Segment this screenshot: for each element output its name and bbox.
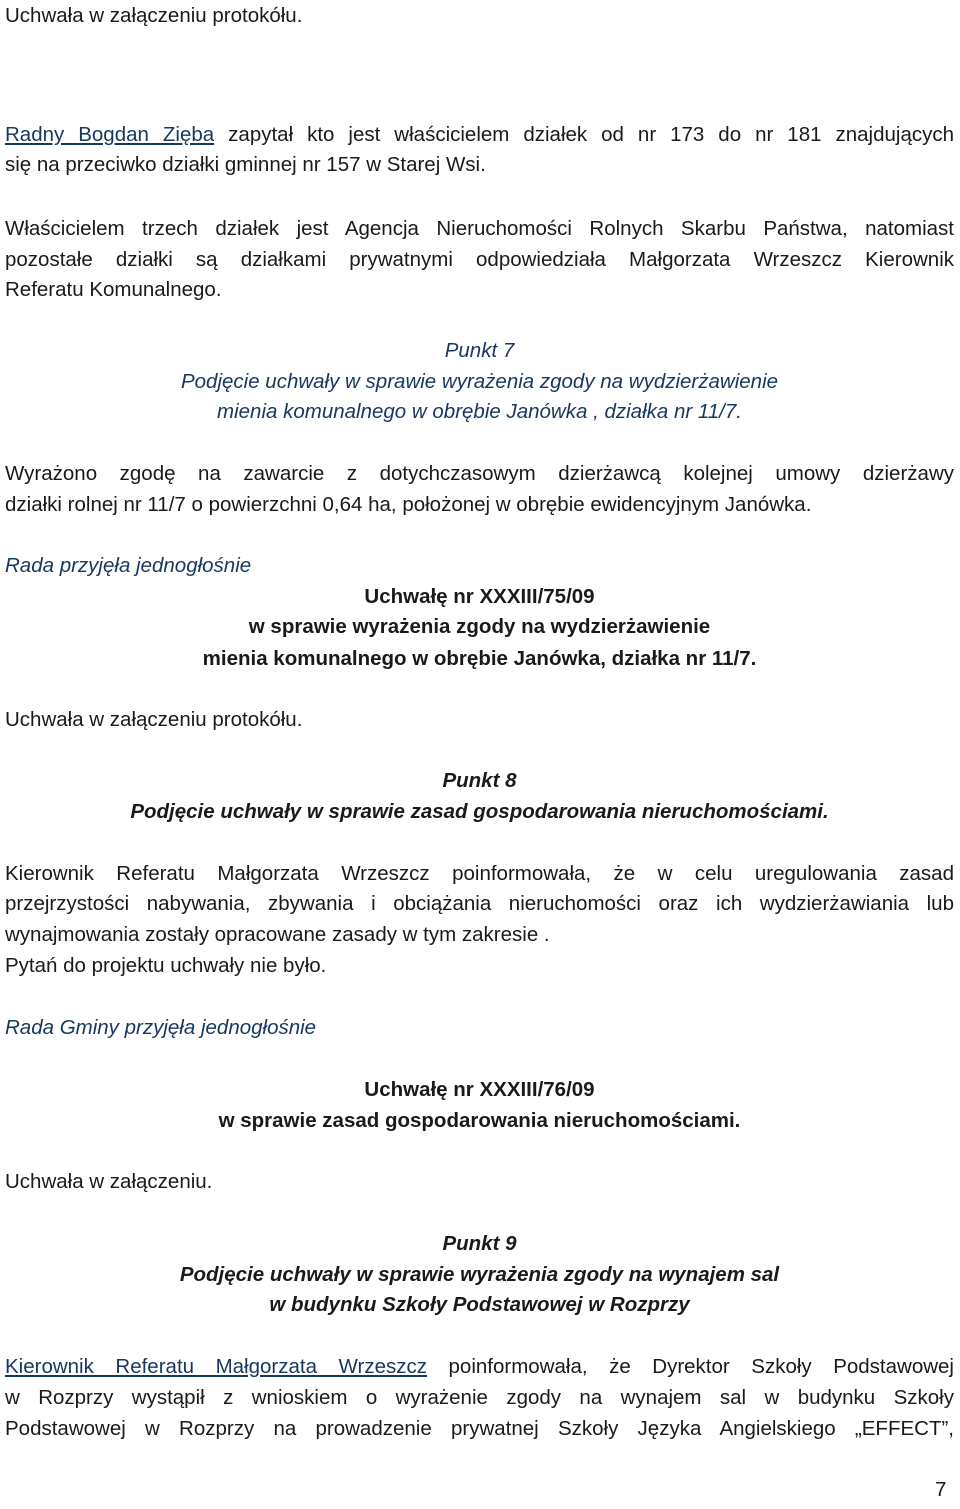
point-7-body-1: Wyrażono zgodę na zawarcie z dotychczasowym dzierżawcą kolejnej umowy dzierżawy xyxy=(5,462,954,485)
point-7-attachment: Uchwała w załączeniu protokółu. xyxy=(5,708,303,731)
point-7-heading: Punkt 7 xyxy=(444,339,515,362)
point-9-body-2: w Rozprzy wystąpił z wnioskiem o wyrażenie zgody na wynajem sal w budynku Szkoły xyxy=(5,1386,954,1409)
point-7-resolution-3: mienia komunalnego w obrębie Janówka, działka nr 11/7. xyxy=(202,647,757,670)
point-9-title-1: Podjęcie uchwały w sprawie wyrażenia zgody na wynajem sal xyxy=(179,1263,780,1286)
attachment-note: Uchwała w załączeniu protokółu. xyxy=(5,4,303,27)
point-8-body-4: Pytań do projektu uchwały nie było. xyxy=(5,954,327,977)
councillor-name: Radny Bogdan Zięba xyxy=(5,123,215,146)
question-text: zapytał kto jest właścicielem działek od nr 173 do nr 181 znajdujących xyxy=(214,123,954,146)
point-9-heading: Punkt 9 xyxy=(442,1232,517,1255)
point-7-vote: Rada przyjęła jednogłośnie xyxy=(5,554,252,577)
point-8-vote: Rada Gminy przyjęła jednogłośnie xyxy=(5,1016,317,1039)
question-line-2: się na przeciwko działki gminnej nr 157 w Starej Wsi. xyxy=(5,153,486,176)
owner-line-1: Właścicielem trzech działek jest Agencja Nieruchomości Rolnych Skarbu Państwa, natomiast xyxy=(5,217,954,240)
point-7-title-2: mienia komunalnego w obrębie Janówka , działka nr 11/7. xyxy=(217,400,742,423)
point-8-body-3: wynajmowania zostały opracowane zasady w tym zakresie . xyxy=(5,923,550,946)
point-8-heading: Punkt 8 xyxy=(442,769,517,792)
point-9-title-2: w budynku Szkoły Podstawowej w Rozprzy xyxy=(269,1293,690,1316)
point-8-title: Podjęcie uchwały w sprawie zasad gospodarowania nieruchomościami. xyxy=(130,800,829,823)
point-7-resolution-2: w sprawie wyrażenia zgody na wydzierżawienie xyxy=(248,615,711,638)
point-9-body-3: Podstawowej w Rozprzy na prowadzenie prywatnej Szkoły Języka Angielskiego „EFFECT”, xyxy=(5,1417,954,1440)
point-7-title-1: Podjęcie uchwały w sprawie wyrażenia zgody na wydzierżawienie xyxy=(180,370,779,393)
page-number: 7 xyxy=(935,1478,947,1501)
point-8-body-1: Kierownik Referatu Małgorzata Wrzeszcz poinformowała, że w celu uregulowania zasad xyxy=(5,862,954,885)
point-8-body-2: przejrzystości nabywania, zbywania i obciążania nieruchomości oraz ich wydzierżawiania lub xyxy=(5,892,954,915)
point-8-attachment: Uchwała w załączeniu. xyxy=(5,1170,213,1193)
councillor-question-line xyxy=(5,121,954,149)
point-8-resolution-1: Uchwałę nr XXXIII/76/09 xyxy=(364,1078,595,1101)
point-7-body-2: działki rolnej nr 11/7 o powierzchni 0,64 ha, położonej w obrębie ewidencyjnym Janówka. xyxy=(5,493,812,516)
point-9-body-1-text: poinformowała, że Dyrektor Szkoły Podstawowej xyxy=(426,1355,954,1378)
point-9-body-1 xyxy=(5,1353,954,1381)
owner-line-3: Referatu Komunalnego. xyxy=(5,278,222,301)
point-8-resolution-2: w sprawie zasad gospodarowania nieruchomościami. xyxy=(218,1109,741,1132)
owner-line-2: pozostałe działki są działkami prywatnymi odpowiedziała Małgorzata Wrzeszcz Kierownik xyxy=(5,248,954,271)
manager-name: Kierownik Referatu Małgorzata Wrzeszcz xyxy=(5,1355,427,1378)
point-7-resolution-1: Uchwałę nr XXXIII/75/09 xyxy=(364,585,595,608)
